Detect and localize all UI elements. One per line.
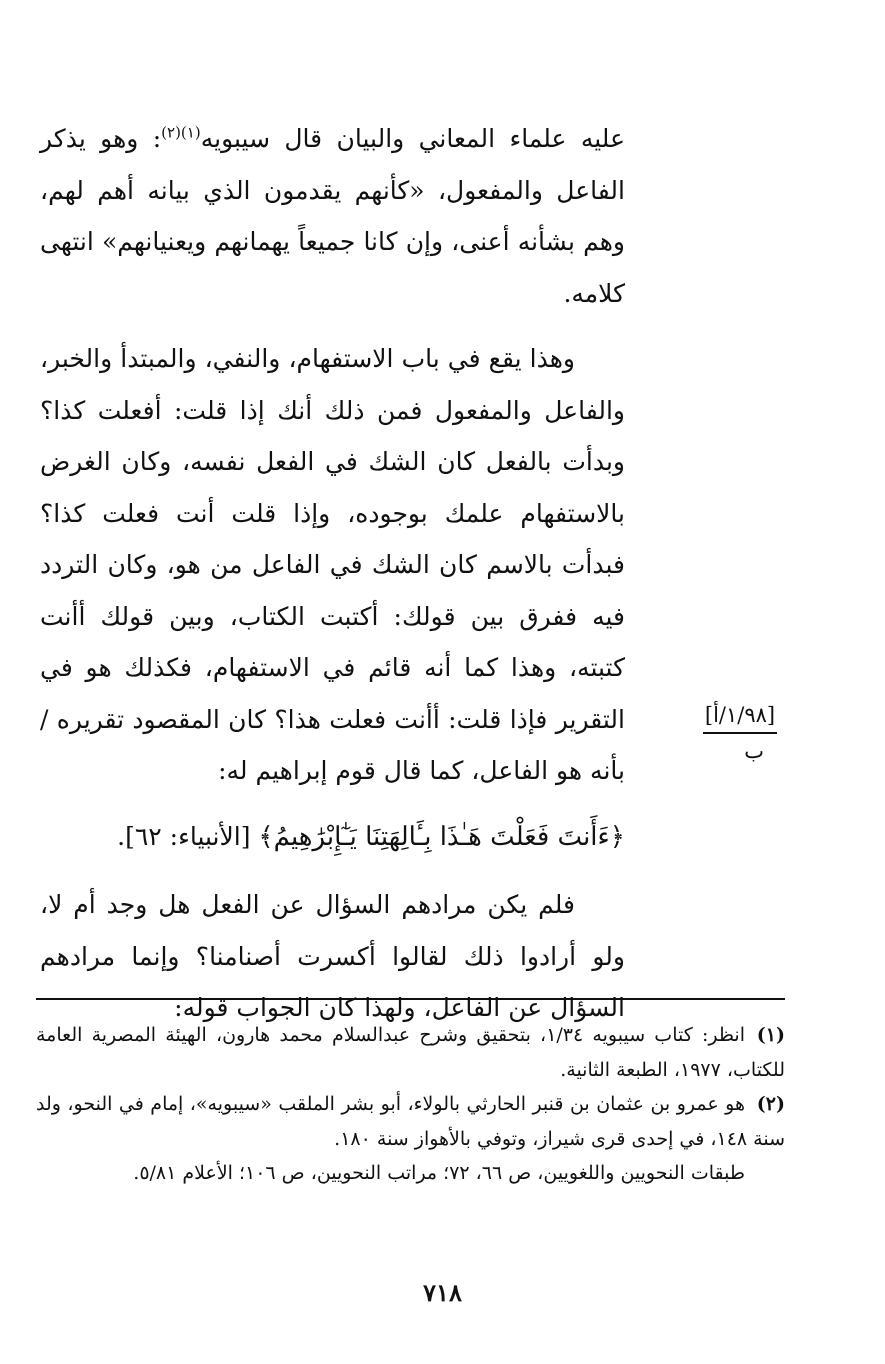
footnote-ref-1[interactable]: (١): [180, 123, 201, 142]
quran-quote: [40, 811, 625, 864]
folio-reference: [١/٩٨/أ]: [703, 700, 777, 734]
footnote-1: [36, 1018, 785, 1087]
paragraph-2-text-a: وهذا يقع في باب الاستفهام، والنفي، والمبتدأ والخبر، والفاعل والمفعول فمن ذلك أنك إذا قلت: أفعلت كذا؟ وبدأت بالفعل كان الشك في الفعل نفسه، وكان الغرض بالاستفهام علمك بوجوده، وإذا قلت أنت فعلت كذا؟ فبدأت بالاسم كان الشك في الفاعل من هو، وكان التردد فيه ففرق بين قولك: أكتبت الكتاب، وبين قولك أأنت كتبته، وهذا كما أنه قائم في الاستفهام، فكذلك هو في التقرير فإذا قلت: أأنت فعلت هذا؟ كان المقصود تقريره: [40, 344, 625, 734]
quran-citation: [الأنبياء: ٦٢].: [117, 821, 251, 851]
paragraph-1: [40, 113, 625, 319]
paragraph-2-text-b: / بأنه هو الفاعل، كما قال قوم إبراهيم له:: [40, 704, 625, 785]
manuscript-folio-marker: [690, 700, 790, 766]
footnote-2-sources: طبقات النحويين واللغويين، ص ٦٦، ٧٢؛ مراتب النحويين، ص ١٠٦؛ الأعلام ٥/٨١.: [133, 1162, 745, 1184]
footnote-separator: [36, 998, 785, 1000]
footnote-2: [36, 1087, 785, 1156]
page-number: ٧١٨: [423, 1278, 462, 1307]
footnote-1-number: (١): [756, 1024, 785, 1046]
footnote-1-text: انظر: كتاب سيبويه ١/٣٤، بتحقيق وشرح عبدالسلام محمد هارون، الهيئة المصرية العامة للكتاب، ١٩٧٧، الطبعة الثانية.: [36, 1024, 785, 1081]
footnote-2-text: هو عمرو بن عثمان بن قنبر الحارثي بالولاء، أبو بشر الملقب «سيبويه»، إمام في النحو، ولد سنة ١٤٨، في إحدى قرى شيراز، وتوفي بالأهواز سنة ١٨٠.: [36, 1093, 785, 1150]
paragraph-1-text-a: عليه علماء المعاني والبيان قال سيبويه: [200, 124, 625, 153]
footnotes-section: [36, 1018, 785, 1191]
footnote-ref-2[interactable]: (٢): [161, 123, 181, 142]
paragraph-3: فلم يكن مرادهم السؤال عن الفعل هل وجد أم لا، ولو أرادوا ذلك لقالوا أكسرت أصنامنا؟ وإنما مرادهم السؤال عن الفاعل، ولهذا كان الجواب قوله:: [40, 890, 625, 1022]
quran-verse: ﴿ءَأَنتَ فَعَلْتَ هَـٰذَا بِـَٔالِهَتِنَا يَـٰٓإِبْرَٰهِيمُ﴾: [258, 821, 625, 852]
paragraph-1-text-b: : وهو يذكر الفاعل والمفعول، «كأنهم يقدمون الذي بيانه أهم لهم، وهم بشأنه أعنى، وإن كانا جميعاً يهمانهم ويعنيانهم» انتهى كلامه.: [40, 124, 625, 308]
folio-side: ب: [744, 739, 764, 763]
paragraph-2: [40, 333, 625, 797]
main-text-body: [40, 113, 625, 1034]
footnote-2-number: (٢): [756, 1093, 785, 1115]
